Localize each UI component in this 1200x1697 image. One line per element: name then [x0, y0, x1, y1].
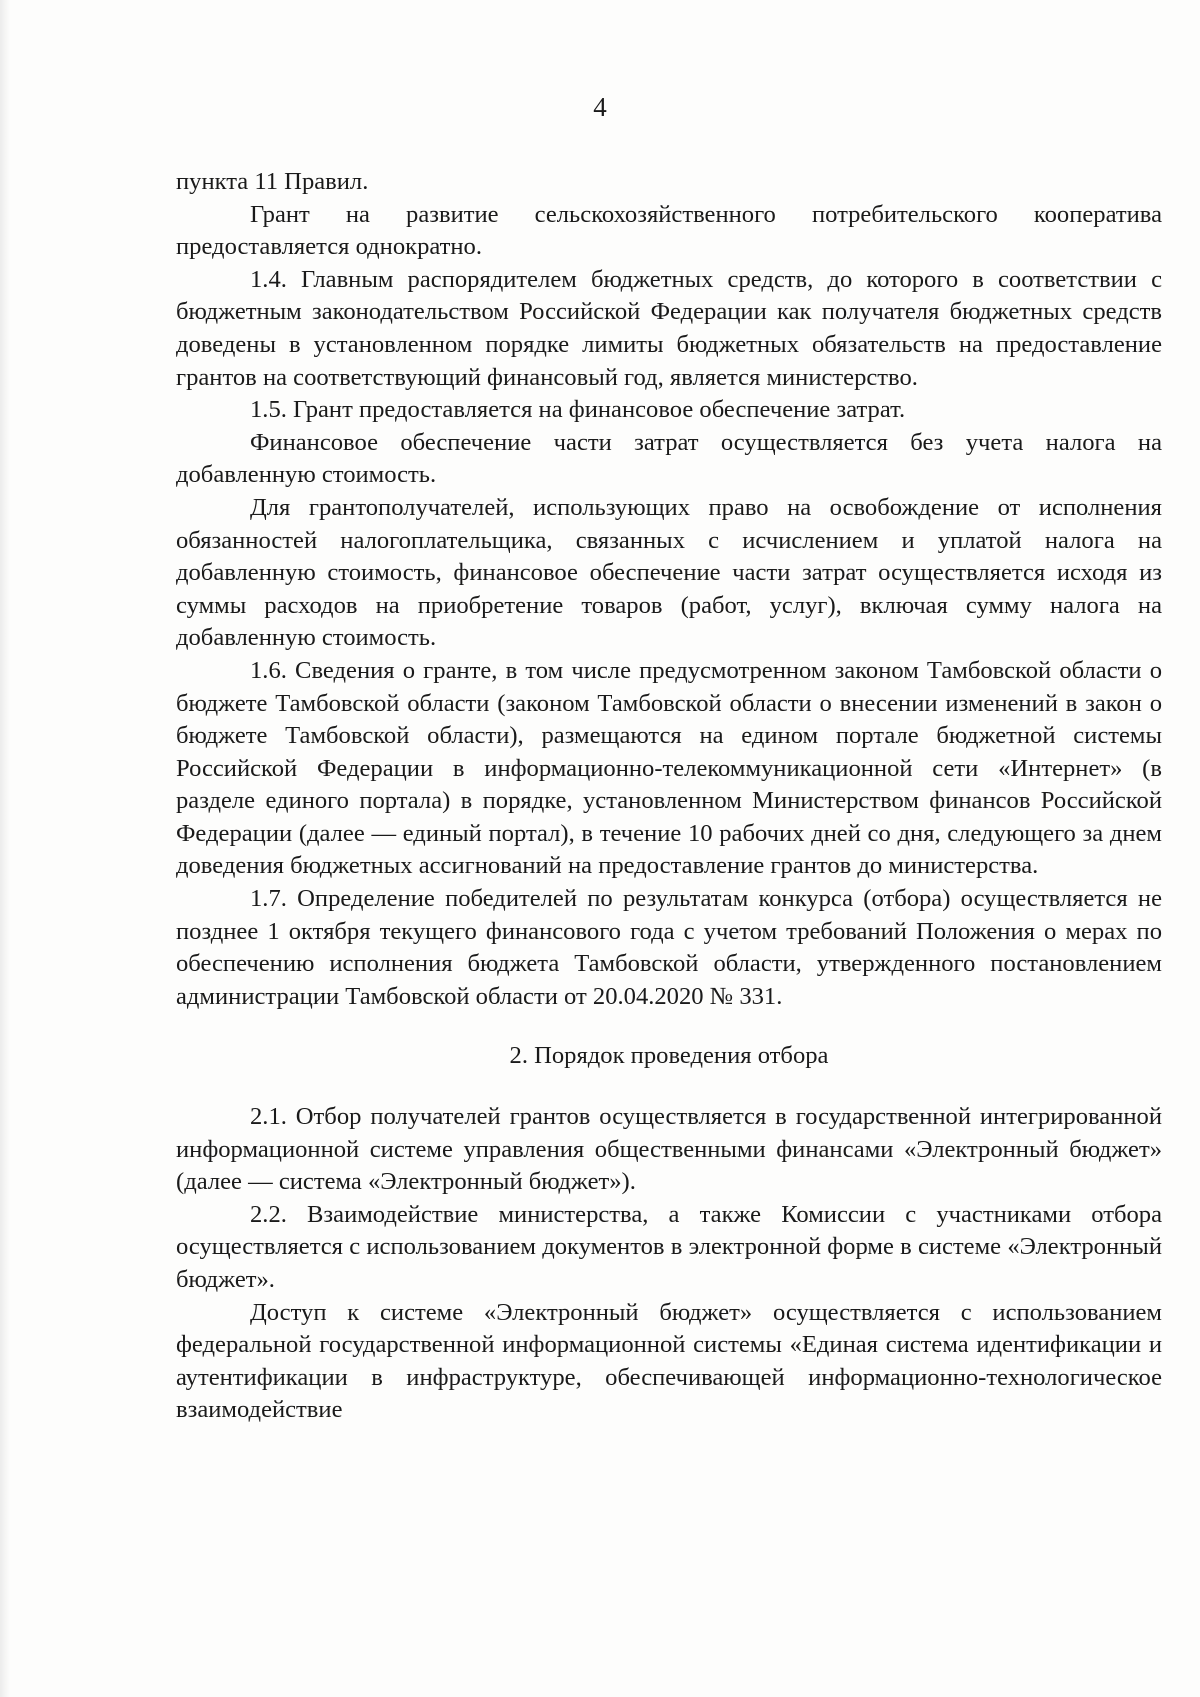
paragraph: 1.7. Определение победителей по результатам конкурса (отбора) осуществляется не позднее 1 октября текущего финансового года с учетом требований Положения о мерах по обеспечению исполнения бюджета Тамбовской области, утвержденного постановлением администрации Тамбовской области от 20.04.2020 № 331. [176, 885, 1162, 1010]
section-heading: 2. Порядок проведения отбора [509, 1042, 829, 1070]
paragraph: 2.1. Отбор получателей грантов осуществляется в государственной интегрированной информационной системе управления общественными финансами «Электронный бюджет» (далее — система «Электронный бюджет»). [176, 1103, 1162, 1196]
paragraph: 2.2. Взаимодействие министерства, а также Комиссии с участниками отбора осуществляется с использованием документов в электронной форме в системе «Электронный бюджет». [176, 1200, 1162, 1293]
paragraph: Для грантополучателей, использующих право на освобождение от исполнения обязанностей налогоплательщика, связанных с исчислением и уплатой налога на добавленную стоимость, финансовое обеспечение части затрат осуществляется исходя из суммы расходов на приобретение товаров (работ, услуг), включая сумму налога на добавленную стоимость. [176, 493, 1162, 652]
paragraph: Доступ к системе «Электронный бюджет» осуществляется с использованием федеральной государственной информационной системы «Единая система идентификации и аутентификации в инфраструктуре, обеспечивающей информационно-технологическое взаимодействие [176, 1298, 1162, 1424]
paragraph: пункта 11 Правил. [176, 168, 369, 195]
paragraph: Грант на развитие сельскохозяйственного потребительского кооператива предоставляется однократно. [176, 200, 1162, 261]
paragraph: 1.5. Грант предоставляется на финансовое обеспечение затрат. [250, 396, 906, 424]
page-number: 4 [593, 92, 607, 122]
document-body [176, 166, 1162, 1427]
paragraph: Финансовое обеспечение части затрат осуществляется без учета налога на добавленную стоимость. [176, 428, 1162, 489]
paragraph: 1.4. Главным распорядителем бюджетных средств, до которого в соответствии с бюджетным законодательством Российской Федерации как получателя бюджетных средств доведены в установленном порядке лимиты бюджетных обязательств на предоставление грантов на соответствующий финансовый год, является министерство. [176, 265, 1162, 391]
scan-edge [0, 0, 10, 1697]
paragraph: 1.6. Сведения о гранте, в том числе предусмотренном законом Тамбовской области о бюджете Тамбовской области (законом Тамбовской области о внесении изменений в закон о бюджете Тамбовской области), размещаются на едином портале бюджетной системы Российской Федерации в информационно-телекоммуникационной сети «Интернет» (в разделе единого портала) в порядке, установленном Министерством финансов Российской Федерации (далее — единый портал), в течение 10 рабочих дней со дня, следующего за днем доведения бюджетных ассигнований на предоставление грантов до министерства. [176, 656, 1162, 880]
